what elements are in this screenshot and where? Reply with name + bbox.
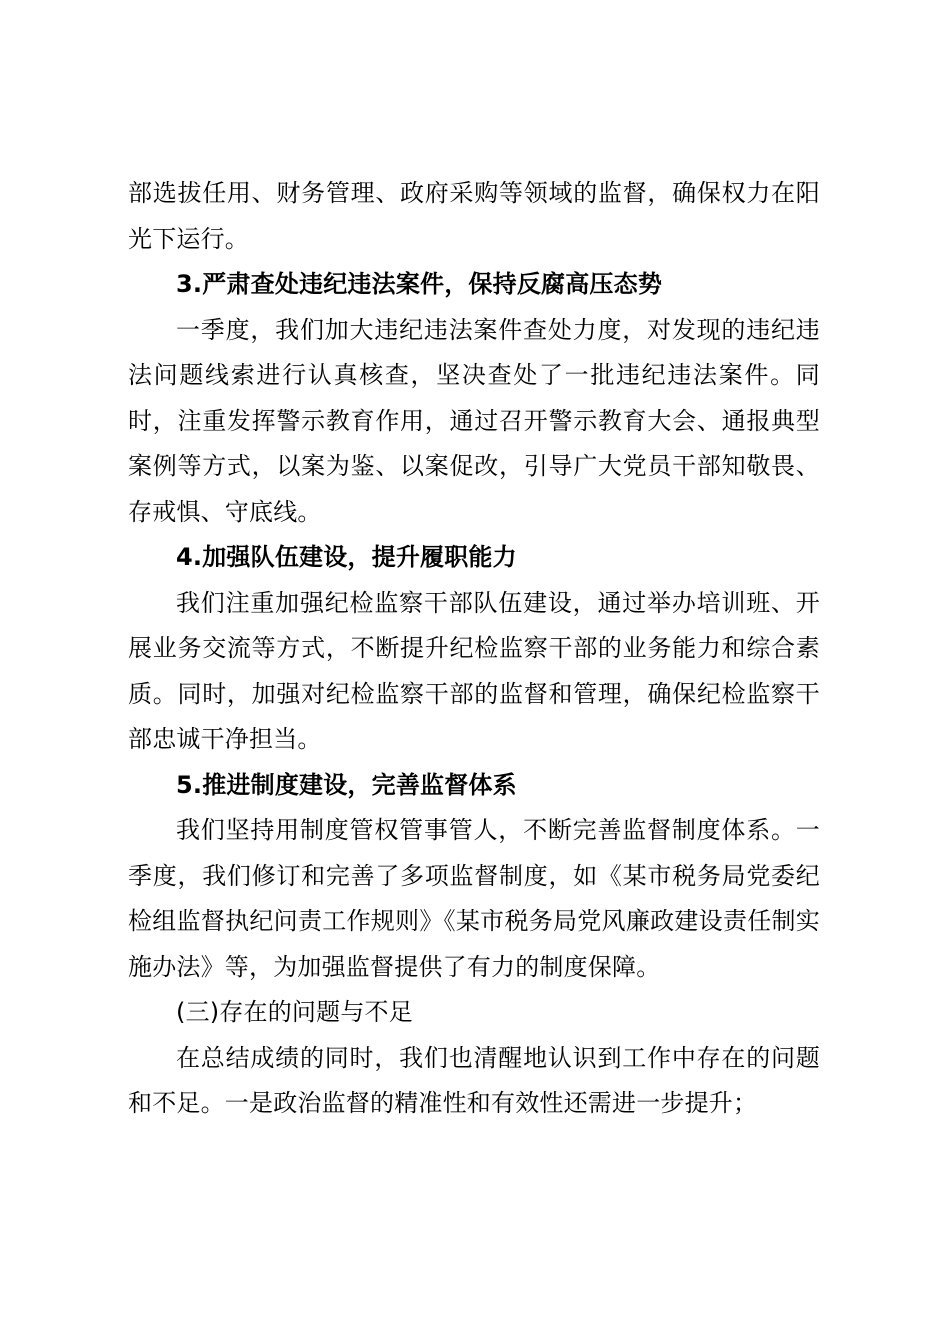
section-heading: 4.加强队伍建设，提升履职能力 [176, 543, 517, 571]
document-page [128, 171, 820, 1127]
section-heading: 3.严肃查处违纪违法案件，保持反腐高压态势 [176, 270, 663, 298]
body-paragraph: 在总结成绩的同时，我们也清醒地认识到工作中存在的问题和不足。一是政治监督的精准性和有效性还需进一步提升； [128, 1043, 820, 1117]
subsection-heading: (三)存在的问题与不足 [176, 998, 413, 1026]
body-paragraph: 一季度，我们加大违纪违法案件查处力度，对发现的违纪违法问题线索进行认真核查，坚决查处了一批违纪违法案件。同时，注重发挥警示教育作用，通过召开警示教育大会、通报典型案例等方式，以案为鉴、以案促改，引导广大党员干部知敬畏、存戒惧、守底线。 [128, 315, 820, 526]
body-paragraph: 部选拔任用、财务管理、政府采购等领域的监督，确保权力在阳光下运行。 [128, 179, 820, 253]
body-paragraph: 我们坚持用制度管权管事管人，不断完善监督制度体系。一季度，我们修订和完善了多项监督制度，如《某市税务局党委纪检组监督执纪问责工作规则》《某市税务局党风廉政建设责任制实施办法》等，为加强监督提供了有力的制度保障。 [128, 816, 820, 981]
body-paragraph: 我们注重加强纪检监察干部队伍建设，通过举办培训班、开展业务交流等方式，不断提升纪检监察干部的业务能力和综合素质。同时，加强对纪检监察干部的监督和管理，确保纪检监察干部忠诚干净担当。 [128, 588, 820, 753]
section-heading: 5.推进制度建设，完善监督体系 [176, 770, 517, 799]
